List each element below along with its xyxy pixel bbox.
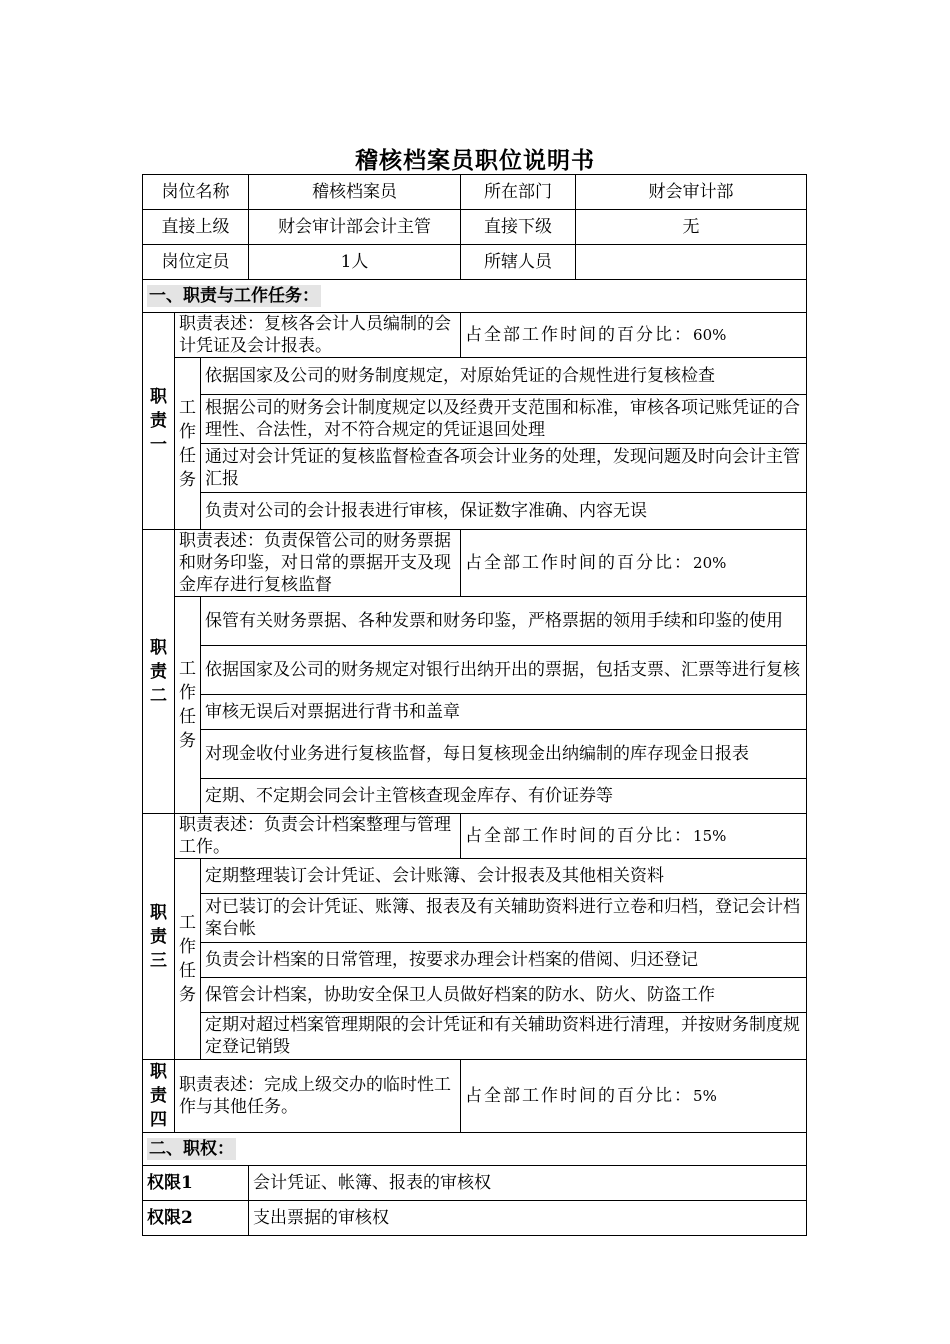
- header-row-2: [143, 210, 807, 245]
- header-value: 无: [576, 210, 807, 245]
- task-item: 对已装订的会计凭证、账簿、报表及有关辅助资料进行立卷和归档，登记会计档案台帐: [201, 894, 807, 943]
- task-label-text: 工作任务: [179, 913, 196, 1005]
- task-row: [143, 1013, 807, 1060]
- section-title: [143, 1133, 807, 1166]
- time-percentage-value: 15%: [693, 827, 727, 845]
- duty-statement-row: [143, 313, 807, 358]
- duty-label-text: 职责四: [150, 1062, 167, 1130]
- authority-label: 权限1: [143, 1166, 249, 1201]
- task-label: [175, 597, 201, 814]
- header-row-3: [143, 245, 807, 280]
- header-label: 岗位名称: [143, 175, 249, 210]
- section-row: [143, 280, 807, 313]
- task-label: [175, 358, 201, 530]
- duty-label: [143, 814, 175, 1060]
- duty-statement-row: [143, 530, 807, 597]
- authority-label: 权限2: [143, 1201, 249, 1236]
- task-item: 审核无误后对票据进行背书和盖章: [201, 695, 807, 730]
- authority-row: [143, 1201, 807, 1236]
- task-row: [143, 730, 807, 779]
- duty-statement-row: [143, 814, 807, 859]
- task-item: 依据国家及公司的财务规定对银行出纳开出的票据，包括支票、汇票等进行复核: [201, 646, 807, 695]
- task-row: [143, 646, 807, 695]
- time-percentage-cell: [461, 814, 807, 859]
- task-item: 负责对公司的会计报表进行审核，保证数字准确、内容无误: [201, 493, 807, 530]
- header-row-1: [143, 175, 807, 210]
- time-percentage-label: 占全部工作时间的百分比：: [465, 826, 694, 846]
- task-row: [143, 859, 807, 894]
- duty-label-text: 职责三: [150, 902, 167, 971]
- task-item: 定期、不定期会同会计主管核查现金库存、有价证券等: [201, 779, 807, 814]
- section-title: [143, 280, 807, 313]
- task-row: [143, 978, 807, 1013]
- time-percentage-cell: [461, 1060, 807, 1133]
- duty-statement: 职责表述：负责会计档案整理与管理工作。: [175, 814, 461, 859]
- time-percentage-cell: [461, 530, 807, 597]
- task-item: 根据公司的财务会计制度规定以及经费开支范围和标准，审核各项记账凭证的合理性、合法性，对不符合规定的凭证退回处理: [201, 395, 807, 444]
- header-value: [576, 245, 807, 280]
- duty-label: [143, 1060, 175, 1133]
- task-item: 定期整理装订会计凭证、会计账簿、会计报表及其他相关资料: [201, 859, 807, 894]
- time-percentage-cell: [461, 313, 807, 358]
- task-item: 定期对超过档案管理期限的会计凭证和有关辅助资料进行清理，并按财务制度规定登记销毁: [201, 1013, 807, 1060]
- task-row: [143, 493, 807, 530]
- header-value: 财会审计部会计主管: [249, 210, 461, 245]
- document-title: 稽核档案员职位说明书: [355, 147, 595, 174]
- time-percentage-label: 占全部工作时间的百分比：: [465, 1086, 694, 1106]
- task-item: 保管会计档案，协助安全保卫人员做好档案的防水、防火、防盗工作: [201, 978, 807, 1013]
- header-label: 直接下级: [461, 210, 576, 245]
- task-item: 通过对会计凭证的复核监督检查各项会计业务的处理，发现问题及时向会计主管汇报: [201, 444, 807, 493]
- time-percentage-value: 5%: [693, 1087, 717, 1105]
- time-percentage-label: 占全部工作时间的百分比：: [465, 325, 694, 345]
- header-label: 直接上级: [143, 210, 249, 245]
- section-title-text: 一、职责与工作任务：: [149, 286, 319, 306]
- duty-statement: 职责表述：复核各会计人员编制的会计凭证及会计报表。: [175, 313, 461, 358]
- header-label: 岗位定员: [143, 245, 249, 280]
- section-title-text: 二、职权：: [149, 1139, 234, 1159]
- duty-label: [143, 530, 175, 814]
- time-percentage-label: 占全部工作时间的百分比：: [465, 553, 694, 573]
- task-row: [143, 779, 807, 814]
- duty-statement: 职责表述：完成上级交办的临时性工作与其他任务。: [175, 1060, 461, 1133]
- duty-label-text: 职责一: [150, 387, 167, 455]
- task-item: 依据国家及公司的财务制度规定，对原始凭证的合规性进行复核检查: [201, 358, 807, 395]
- header-value: 财会审计部: [576, 175, 807, 210]
- section-row: [143, 1133, 807, 1166]
- task-label-text: 工作任务: [179, 659, 196, 751]
- header-value: 稽核档案员: [249, 175, 461, 210]
- time-percentage-value: 20%: [693, 554, 727, 572]
- authority-text: 支出票据的审核权: [249, 1201, 807, 1236]
- authority-text: 会计凭证、帐簿、报表的审核权: [249, 1166, 807, 1201]
- header-value: 1人: [249, 245, 461, 280]
- task-item: 保管有关财务票据、各种发票和财务印鉴，严格票据的领用手续和印鉴的使用: [201, 597, 807, 646]
- task-label-text: 工作任务: [179, 397, 196, 490]
- duty-label: [143, 313, 175, 530]
- header-label: 所在部门: [461, 175, 576, 210]
- header-label: 所辖人员: [461, 245, 576, 280]
- duty-statement-row: [143, 1060, 807, 1133]
- authority-row: [143, 1166, 807, 1201]
- task-item: 负责会计档案的日常管理，按要求办理会计档案的借阅、归还登记: [201, 943, 807, 978]
- task-label: [175, 859, 201, 1060]
- task-row: [143, 695, 807, 730]
- duty-statement: 职责表述：负责保管公司的财务票据和财务印鉴，对日常的票据开支及现金库存进行复核监督: [175, 530, 461, 597]
- job-description-table: [142, 174, 807, 1236]
- task-row: [143, 395, 807, 444]
- duty-label-text: 职责二: [150, 637, 167, 706]
- task-row: [143, 894, 807, 943]
- task-row: [143, 444, 807, 493]
- time-percentage-value: 60%: [693, 326, 727, 344]
- task-row: [143, 943, 807, 978]
- task-item: 对现金收付业务进行复核监督，每日复核现金出纳编制的库存现金日报表: [201, 730, 807, 779]
- task-row: [143, 597, 807, 646]
- task-row: [143, 358, 807, 395]
